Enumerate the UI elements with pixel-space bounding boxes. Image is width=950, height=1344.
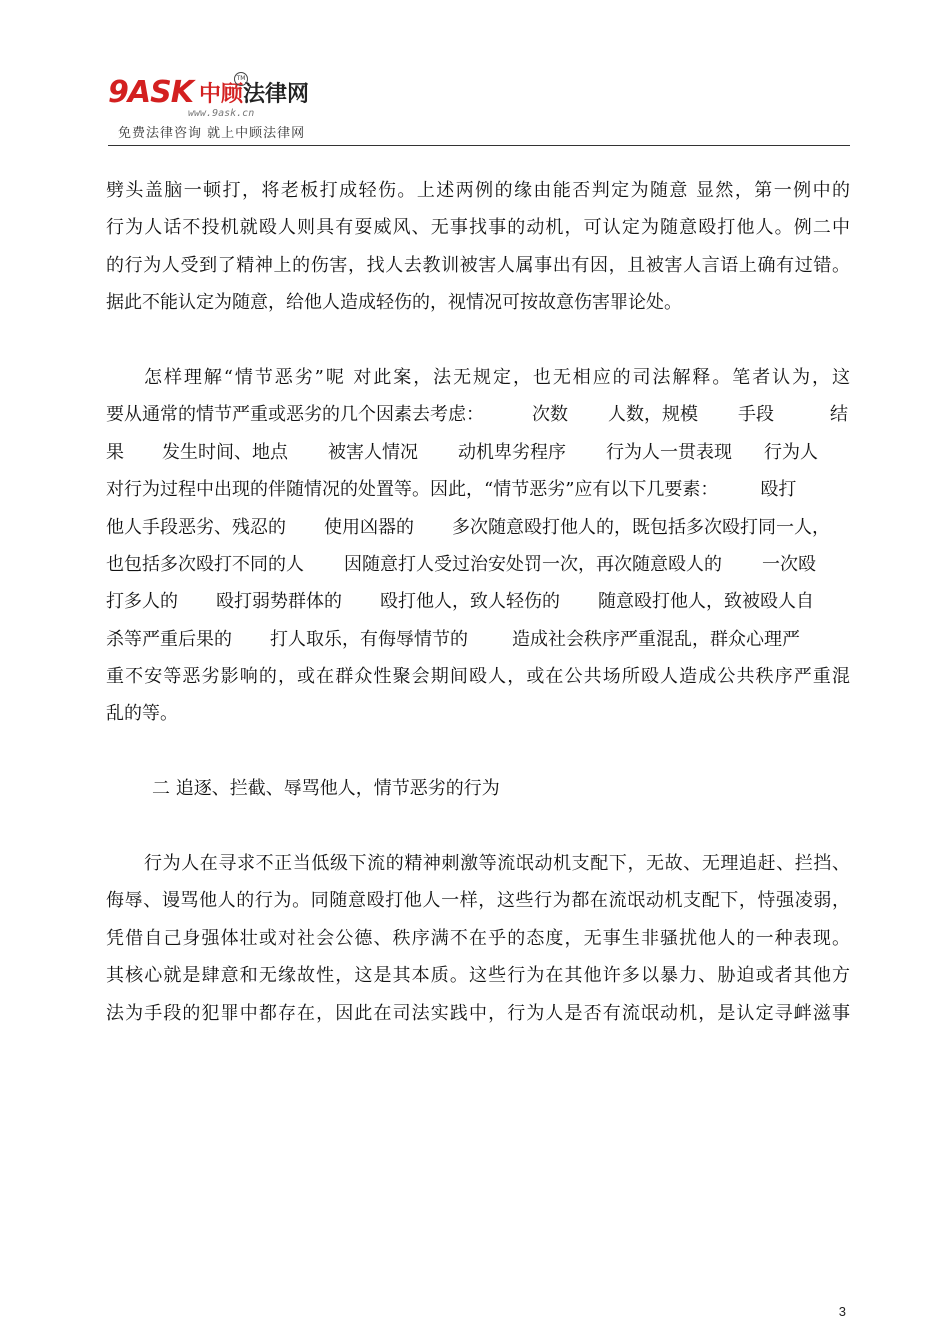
text-line: 其核心就是肆意和无缘故性，这是其本质。这些行为在其他许多以暴力、胁迫或者其他方: [106, 965, 850, 987]
header-divider: [108, 145, 850, 146]
text-line: 据此不能认定为随意，给他人造成轻伤的，视情况可按故意伤害罪论处。: [106, 292, 682, 314]
text-line: 凭借自己身强体壮或对社会公德、秩序满不在乎的态度，无事生非骚扰他人的一种表现。: [106, 927, 850, 949]
section-heading: 二 追逐、拦截、辱骂他人，情节恶劣的行为: [152, 778, 500, 800]
text-line: 行为人话不投机就殴人则具有耍威风、无事找事的动机，可认定为随意殴打他人。例二中: [106, 217, 850, 239]
text-line: 对行为过程中出现的伴随情况的处置等。因此，“情节恶劣”应有以下几要素： 殴打: [106, 479, 797, 501]
text-line: 行为人在寻求不正当低级下流的精神刺激等流氓动机支配下，无故、无理追赶、拦挡、: [144, 853, 850, 875]
text-line: 法为手段的犯罪中都存在，因此在司法实践中，行为人是否有流氓动机，是认定寻衅滋事: [106, 1002, 850, 1024]
logo-brand: 9ASK: [108, 74, 193, 110]
text-line: 侮辱、谩骂他人的行为。同随意殴打他人一样，这些行为都在流氓动机支配下，恃强凌弱，: [106, 890, 850, 912]
text-line: 果 发生时间、地点 被害人情况 动机卑劣程序 行为人一贯表现 行为人: [106, 441, 818, 463]
text-line: 要从通常的情节严重或恶劣的几个因素去考虑： 次数 人数，规模 手段 结: [106, 404, 848, 426]
header-slogan: 免费法律咨询 就上中顾法律网: [118, 126, 306, 141]
page-header: [108, 70, 850, 142]
text-line: 的行为人受到了精神上的伤害，找人去教训被害人属事出有因，且被害人言语上确有过错。: [106, 254, 850, 276]
trademark-icon: TM: [234, 72, 248, 86]
logo-name: 中顾法律网: [198, 81, 309, 107]
text-line: 重不安等恶劣影响的，或在群众性聚会期间殴人，或在公共场所殴人造成公共秩序严重混: [106, 666, 850, 688]
text-line: 怎样理解“情节恶劣”呢 对此案，法无规定，也无相应的司法解释。笔者认为，这: [144, 366, 850, 388]
text-line: 也包括多次殴打不同的人 因随意打人受过治安处罚一次，再次随意殴人的 一次殴: [106, 553, 816, 575]
document-body: [106, 172, 850, 1032]
text-line: 打多人的 殴打弱势群体的 殴打他人，致人轻伤的 随意殴打他人，致被殴人自: [106, 591, 814, 613]
text-line: 乱的等。: [106, 703, 178, 725]
page-number: 3: [838, 1304, 846, 1319]
text-line: 他人手段恶劣、残忍的 使用凶器的 多次随意殴打他人的，既包括多次殴打同一人，: [106, 516, 830, 538]
text-line: 杀等严重后果的 打人取乐，有侮辱情节的 造成社会秩序严重混乱，群众心理严: [106, 628, 800, 650]
text-line: 劈头盖脑一顿打，将老板打成轻伤。上述两例的缘由能否判定为随意 显然，第一例中的: [106, 180, 850, 201]
logo-url: www.9ask.cn: [188, 108, 255, 119]
